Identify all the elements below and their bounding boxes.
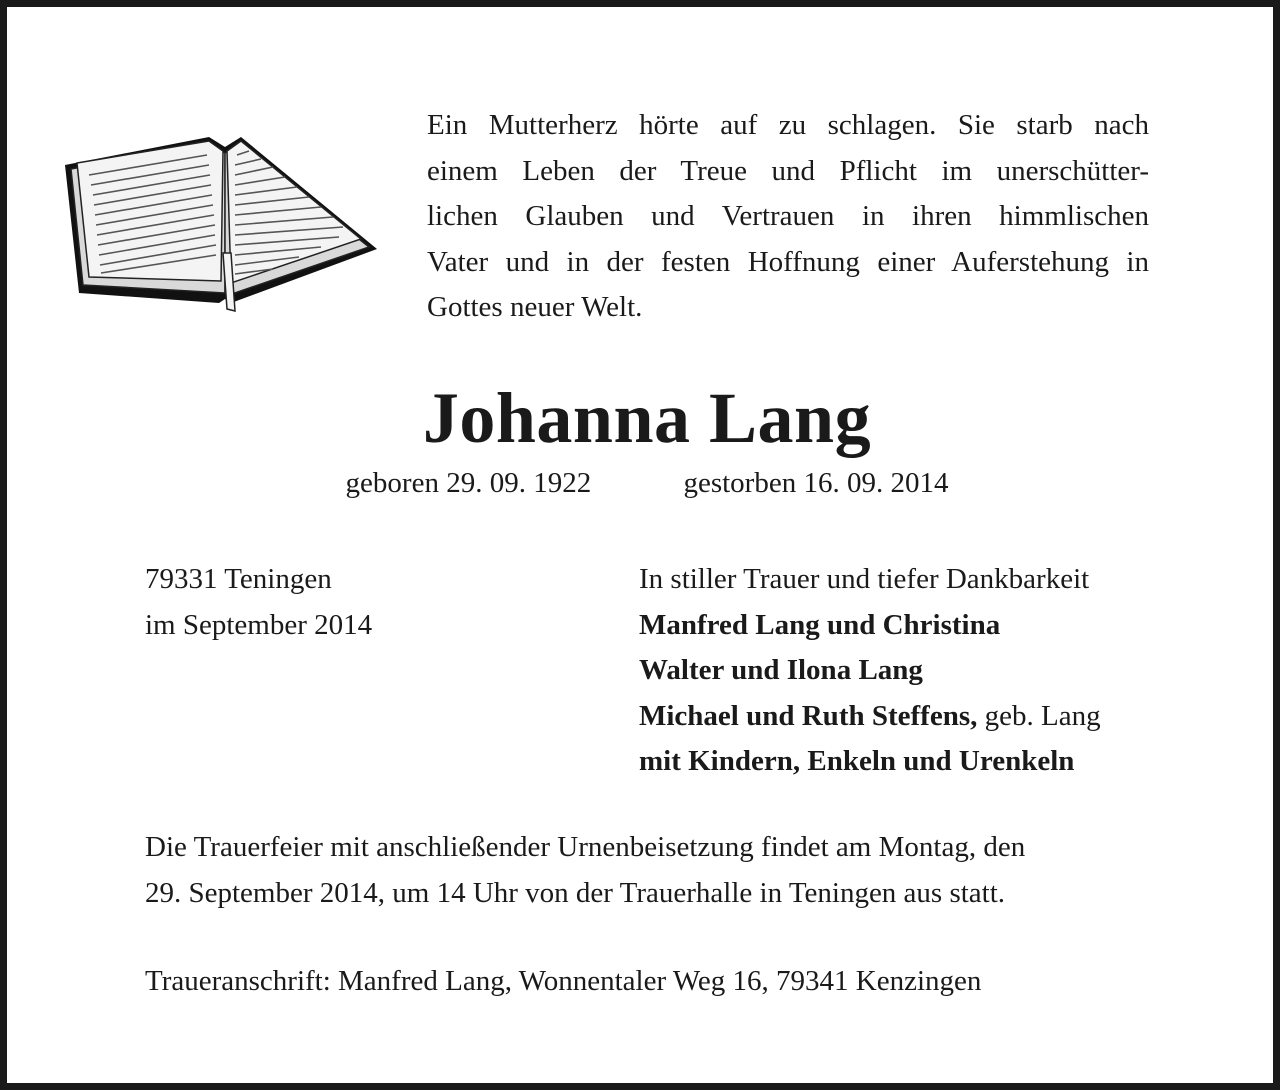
place-and-date (145, 557, 372, 648)
mourner-line: mit Kindern, Enkeln und Urenkeln (639, 745, 1075, 777)
ceremony-info (145, 825, 1149, 916)
mourners-list (639, 557, 1149, 785)
quote-line: Ein Mutterherz hörte auf zu schlagen. Sie starb nach (427, 109, 1149, 141)
deceased-name: Johanna Lang (422, 378, 872, 458)
ceremony-line: 29. September 2014, um 14 Uhr von der Trauerhalle in Teningen aus statt. (145, 876, 1006, 909)
mourners-intro: In stiller Trauer und tiefer Dankbarkeit (639, 563, 1090, 595)
birth-date: geboren 29. 09. 1922 (345, 467, 592, 499)
ceremony-line: Die Trauerfeier mit anschließender Urnenbeisetzung findet am Montag, den (145, 831, 1026, 863)
mourner-line: Walter und Ilona Lang (639, 654, 923, 686)
quote-text (427, 103, 1149, 331)
quote-line: Gottes neuer Welt. (427, 291, 643, 323)
place-line: 79331 Teningen (145, 563, 332, 595)
quote-line: einem Leben der Treue und Pflicht im unerschütter- (427, 154, 1149, 187)
mourner-names: Michael und Ruth Steffens, (639, 699, 978, 732)
mourner-note: geb. Lang (977, 699, 1101, 732)
open-bible-icon (59, 133, 381, 313)
mourning-address: Traueranschrift: Manfred Lang, Wonnentaler Weg 16, 79341 Kenzingen (145, 965, 982, 997)
quote-line: Vater und in der festen Hoffnung einer Auferstehung in (427, 245, 1149, 278)
mourner-line: Manfred Lang und Christina (639, 608, 1001, 641)
death-date: gestorben 16. 09. 2014 (683, 467, 949, 499)
quote-line: lichen Glauben und Vertrauen in ihren himmlischen (427, 200, 1149, 232)
place-line: im September 2014 (145, 608, 373, 641)
life-dates (7, 467, 1280, 500)
mourner-line (639, 694, 1149, 740)
